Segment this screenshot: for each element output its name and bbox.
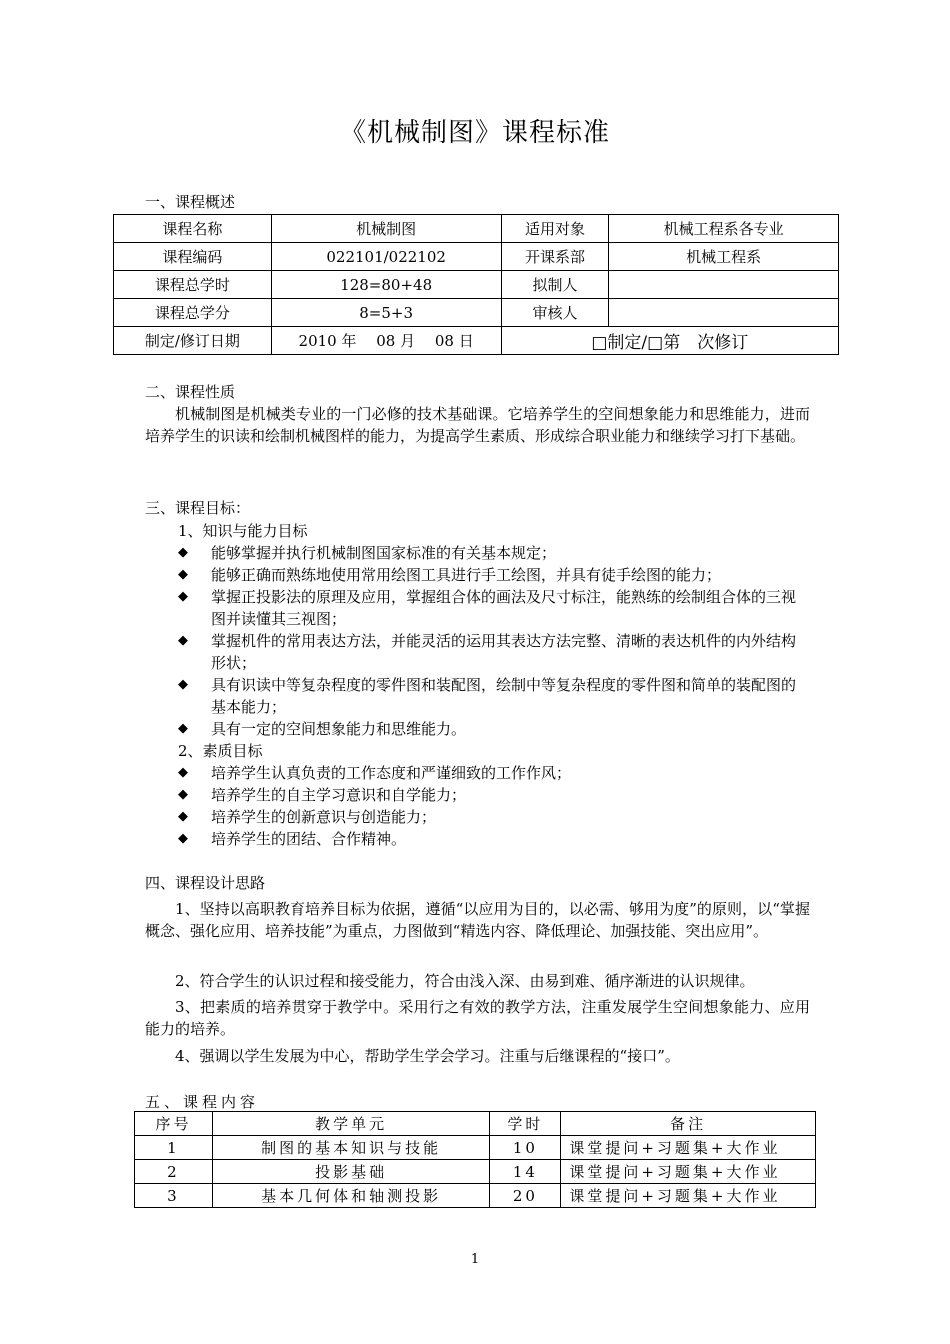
diamond-bullet-icon: ◆ <box>178 809 188 824</box>
column-header: 学时 <box>490 1112 561 1136</box>
sub-heading: 2、素质目标 <box>178 742 263 760</box>
table-cell: 投影基础 <box>212 1160 490 1184</box>
column-header: 备注 <box>561 1112 816 1136</box>
list-item: ◆ 能够掌握并执行机械制图国家标准的有关基本规定； <box>178 544 557 562</box>
table-cell: 3 <box>135 1184 213 1208</box>
table-cell: 机械工程系各专业 <box>609 215 839 243</box>
table-cell: 2 <box>135 1160 213 1184</box>
design-paragraph: 3、把素质的培养贯穿于教学中。采用行之有效的教学方法，注重发展学生空间想象能力、应用能力的培养。 <box>145 998 810 1038</box>
revision-status: □制定/□第 次修订 <box>501 327 838 355</box>
list-item: ◆ 培养学生的创新意识与创造能力； <box>178 808 437 826</box>
table-row <box>135 1160 816 1184</box>
design-paragraph: 4、强调以学生发展为中心，帮助学生学会学习。注重与后继课程的“接口”。 <box>175 1047 680 1065</box>
table-cell: 基本几何体和轴测投影 <box>212 1184 490 1208</box>
table-cell: 适用对象 <box>501 215 609 243</box>
table-cell: 课程编码 <box>114 243 272 271</box>
design-paragraph: 2、符合学生的认识过程和接受能力，符合由浅入深、由易到难、循序渐进的认识规律。 <box>175 972 755 990</box>
design-paragraph: 1、坚持以高职教育培养目标为依据，遵循“以应用为目的，以必需、够用为度”的原则，以“掌握概念、强化应用、培养技能”为重点，力图做到“精选内容、降低理论、加强技能、突出应用”。 <box>145 900 810 940</box>
list-item: ◆ 培养学生的自主学习意识和自学能力； <box>178 786 467 804</box>
table-row <box>135 1136 816 1160</box>
diamond-bullet-icon: ◆ <box>178 589 188 604</box>
table-cell: 课堂提问+习题集+大作业 <box>561 1136 816 1160</box>
table-cell: 课堂提问+习题集+大作业 <box>561 1160 816 1184</box>
diamond-bullet-icon: ◆ <box>178 677 188 692</box>
section5-heading: 五、课程内容 <box>145 1093 260 1111</box>
list-item: ◆ 具有识读中等复杂程度的零件图和装配图，绘制中等复杂程度的零件图和简单的装配图的基本能力； <box>178 676 797 716</box>
table-cell: 审核人 <box>501 299 609 327</box>
table-cell: 课程总学时 <box>114 271 272 299</box>
table-cell: 128=80+48 <box>271 271 501 299</box>
table-cell: 开课系部 <box>501 243 609 271</box>
date-value: 2010 年 08 月 08 日 <box>271 327 501 355</box>
diamond-bullet-icon: ◆ <box>178 633 188 648</box>
table-header-row <box>135 1112 816 1136</box>
table-cell: 14 <box>490 1160 561 1184</box>
table-cell: 课程总学分 <box>114 299 272 327</box>
table-cell: 022101/022102 <box>271 243 501 271</box>
column-header: 序号 <box>135 1112 213 1136</box>
table-cell: 20 <box>490 1184 561 1208</box>
diamond-bullet-icon: ◆ <box>178 831 188 846</box>
objectives-list <box>178 520 810 850</box>
list-item: ◆ 培养学生认真负责的工作态度和严谨细致的工作作风； <box>178 764 572 782</box>
page-number: 1 <box>470 1252 480 1267</box>
section2-text: 机械制图是机械类专业的一门必修的技术基础课。它培养学生的空间想象能力和思维能力，进而培养学生的识读和绘制机械图样的能力，为提高学生素质、形成综合职业能力和继续学习打下基础。 <box>145 405 810 445</box>
list-item: ◆ 具有一定的空间想象能力和思维能力。 <box>178 720 467 738</box>
table-cell <box>609 271 839 299</box>
section2-heading: 二、课程性质 <box>145 383 236 401</box>
table-cell: 10 <box>490 1136 561 1160</box>
table-row <box>114 327 839 355</box>
section4-heading: 四、课程设计思路 <box>145 874 266 892</box>
course-content-table <box>134 1111 816 1208</box>
table-cell: 机械制图 <box>271 215 501 243</box>
table-row <box>114 215 839 243</box>
table-cell: 拟制人 <box>501 271 609 299</box>
table-cell: 课程名称 <box>114 215 272 243</box>
table-cell: 制图的基本知识与技能 <box>212 1136 490 1160</box>
list-item: ◆ 能够正确而熟练地使用常用绘图工具进行手工绘图，并具有徒手绘图的能力； <box>178 566 722 584</box>
page-title: 《机械制图》课程标准 <box>339 118 610 148</box>
diamond-bullet-icon: ◆ <box>178 545 188 560</box>
course-overview-table <box>113 214 839 355</box>
table-cell: 8=5+3 <box>271 299 501 327</box>
diamond-bullet-icon: ◆ <box>178 721 188 736</box>
sub-heading: 1、知识与能力目标 <box>178 522 308 540</box>
list-item: ◆ 掌握机件的常用表达方法，并能灵活的运用其表达方法完整、清晰的表达机件的内外结构形状； <box>178 632 797 672</box>
section3-heading: 三、课程目标： <box>145 499 251 517</box>
table-cell: 课堂提问+习题集+大作业 <box>561 1184 816 1208</box>
table-cell: 制定/修订日期 <box>114 327 272 355</box>
diamond-bullet-icon: ◆ <box>178 765 188 780</box>
table-row <box>135 1184 816 1208</box>
list-item: ◆ 掌握正投影法的原理及应用，掌握组合体的画法及尺寸标注，能熟练的绘制组合体的三视图并读懂其三视图； <box>178 588 797 628</box>
table-row <box>114 299 839 327</box>
diamond-bullet-icon: ◆ <box>178 567 188 582</box>
diamond-bullet-icon: ◆ <box>178 787 188 802</box>
table-cell <box>609 299 839 327</box>
list-item: ◆ 培养学生的团结、合作精神。 <box>178 830 407 848</box>
column-header: 教学单元 <box>212 1112 490 1136</box>
table-row <box>114 271 839 299</box>
table-row <box>114 243 839 271</box>
table-cell: 机械工程系 <box>609 243 839 271</box>
table-cell: 1 <box>135 1136 213 1160</box>
section1-heading: 一、课程概述 <box>145 193 236 211</box>
